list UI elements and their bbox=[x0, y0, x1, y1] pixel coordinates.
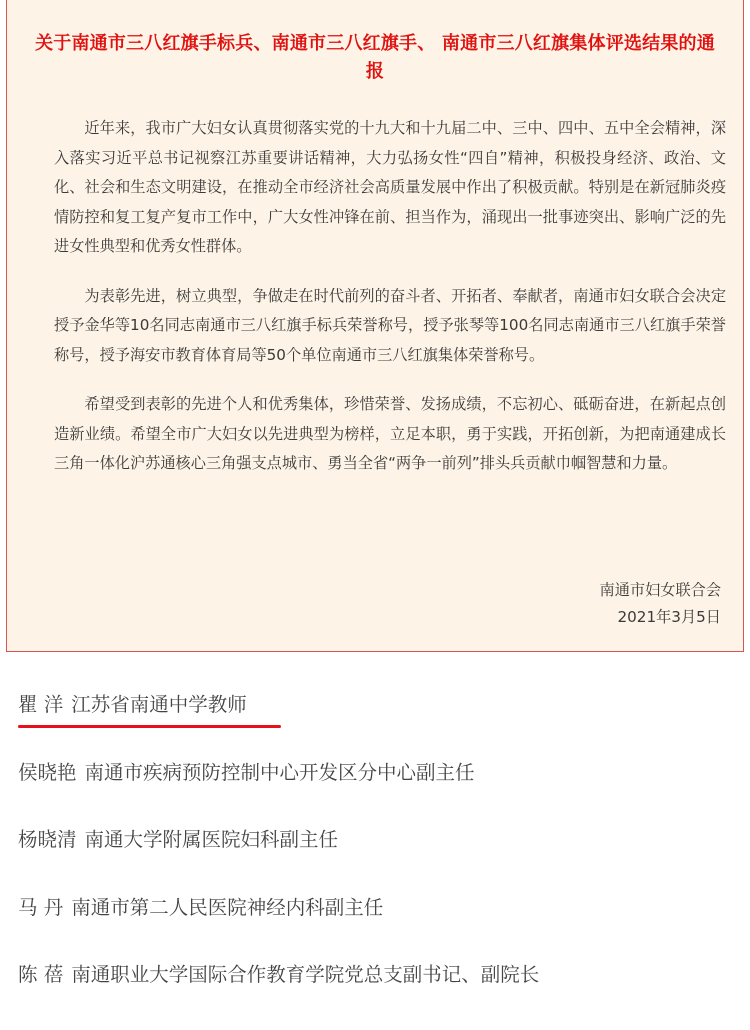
honoree-title: 南通职业大学国际合作教育学院党总支副书记、副院长 bbox=[71, 963, 540, 986]
signature-date: 2021年3月5日 bbox=[617, 608, 721, 626]
honoree-name: 侯晓艳 bbox=[18, 760, 77, 784]
honoree-name: 瞿 洋 bbox=[18, 693, 64, 716]
notice-paragraph-3: 希望受到表彰的先进个人和优秀集体，珍惜荣誉、发扬成绩，不忘初心、砥砺奋进，在新起点创造新业绩。希望全市广大妇女以先进典型为榜样，立足本职，勇于实践，开拓创新，为把南通建成长三角一体化沪苏通核心三角强支点城市、勇当全省“两争一前列”排头兵贡献巾帼智慧和力量。 bbox=[54, 395, 726, 472]
honoree-item bbox=[18, 825, 738, 893]
notice-paragraph-2: 为表彰先进，树立典型，争做走在时代前列的奋斗者、开拓者、奉献者，南通市妇女联合会决定授予金华等10名同志南通市三八红旗手标兵荣誉称号，授予张琴等100名同志南通市三八红旗手荣誉称号，授予海安市教育体育局等50个单位南通市三八红旗集体荣誉称号。 bbox=[54, 286, 726, 364]
honoree-item bbox=[18, 960, 738, 1028]
notice-body bbox=[54, 114, 726, 499]
honoree-item bbox=[18, 758, 738, 826]
signature bbox=[600, 577, 722, 631]
notice-title: 关于南通市三八红旗手标兵、南通市三八红旗手、 南通市三八红旗集体评选结果的通报 bbox=[35, 33, 715, 82]
notice-box bbox=[6, 0, 744, 652]
honoree-item bbox=[18, 690, 738, 758]
notice-paragraph-1: 近年来，我市广大妇女认真贯彻落实党的十九大和十九届二中、三中、四中、五中全会精神，深入落实习近平总书记视察江苏重要讲话精神，大力弘扬女性“四自”精神，积极投身经济、政治、文化、社会和生态文明建设，在推动全市经济社会高质量发展中作出了积极贡献。特别是在新冠肺炎疫情防控和复工复产复市工作中，广大女性冲锋在前、担当作为，涌现出一批事迹突出、影响广泛的先进女性典型和优秀女性群体。 bbox=[54, 119, 726, 255]
highlight-underline bbox=[18, 725, 281, 728]
honoree-list bbox=[18, 690, 738, 1028]
honoree-title: 南通大学附属医院妇科副主任 bbox=[84, 828, 339, 851]
signature-org: 南通市妇女联合会 bbox=[599, 581, 721, 599]
honoree-title: 江苏省南通中学教师 bbox=[71, 693, 247, 716]
honoree-name: 陈 蓓 bbox=[18, 963, 64, 986]
honoree-title: 南通市疾病预防控制中心开发区分中心副主任 bbox=[84, 760, 475, 784]
honoree-title: 南通市第二人民医院神经内科副主任 bbox=[71, 895, 384, 919]
honoree-name: 杨晓清 bbox=[18, 828, 77, 851]
honoree-name: 马 丹 bbox=[18, 895, 64, 919]
honoree-item bbox=[18, 893, 738, 961]
